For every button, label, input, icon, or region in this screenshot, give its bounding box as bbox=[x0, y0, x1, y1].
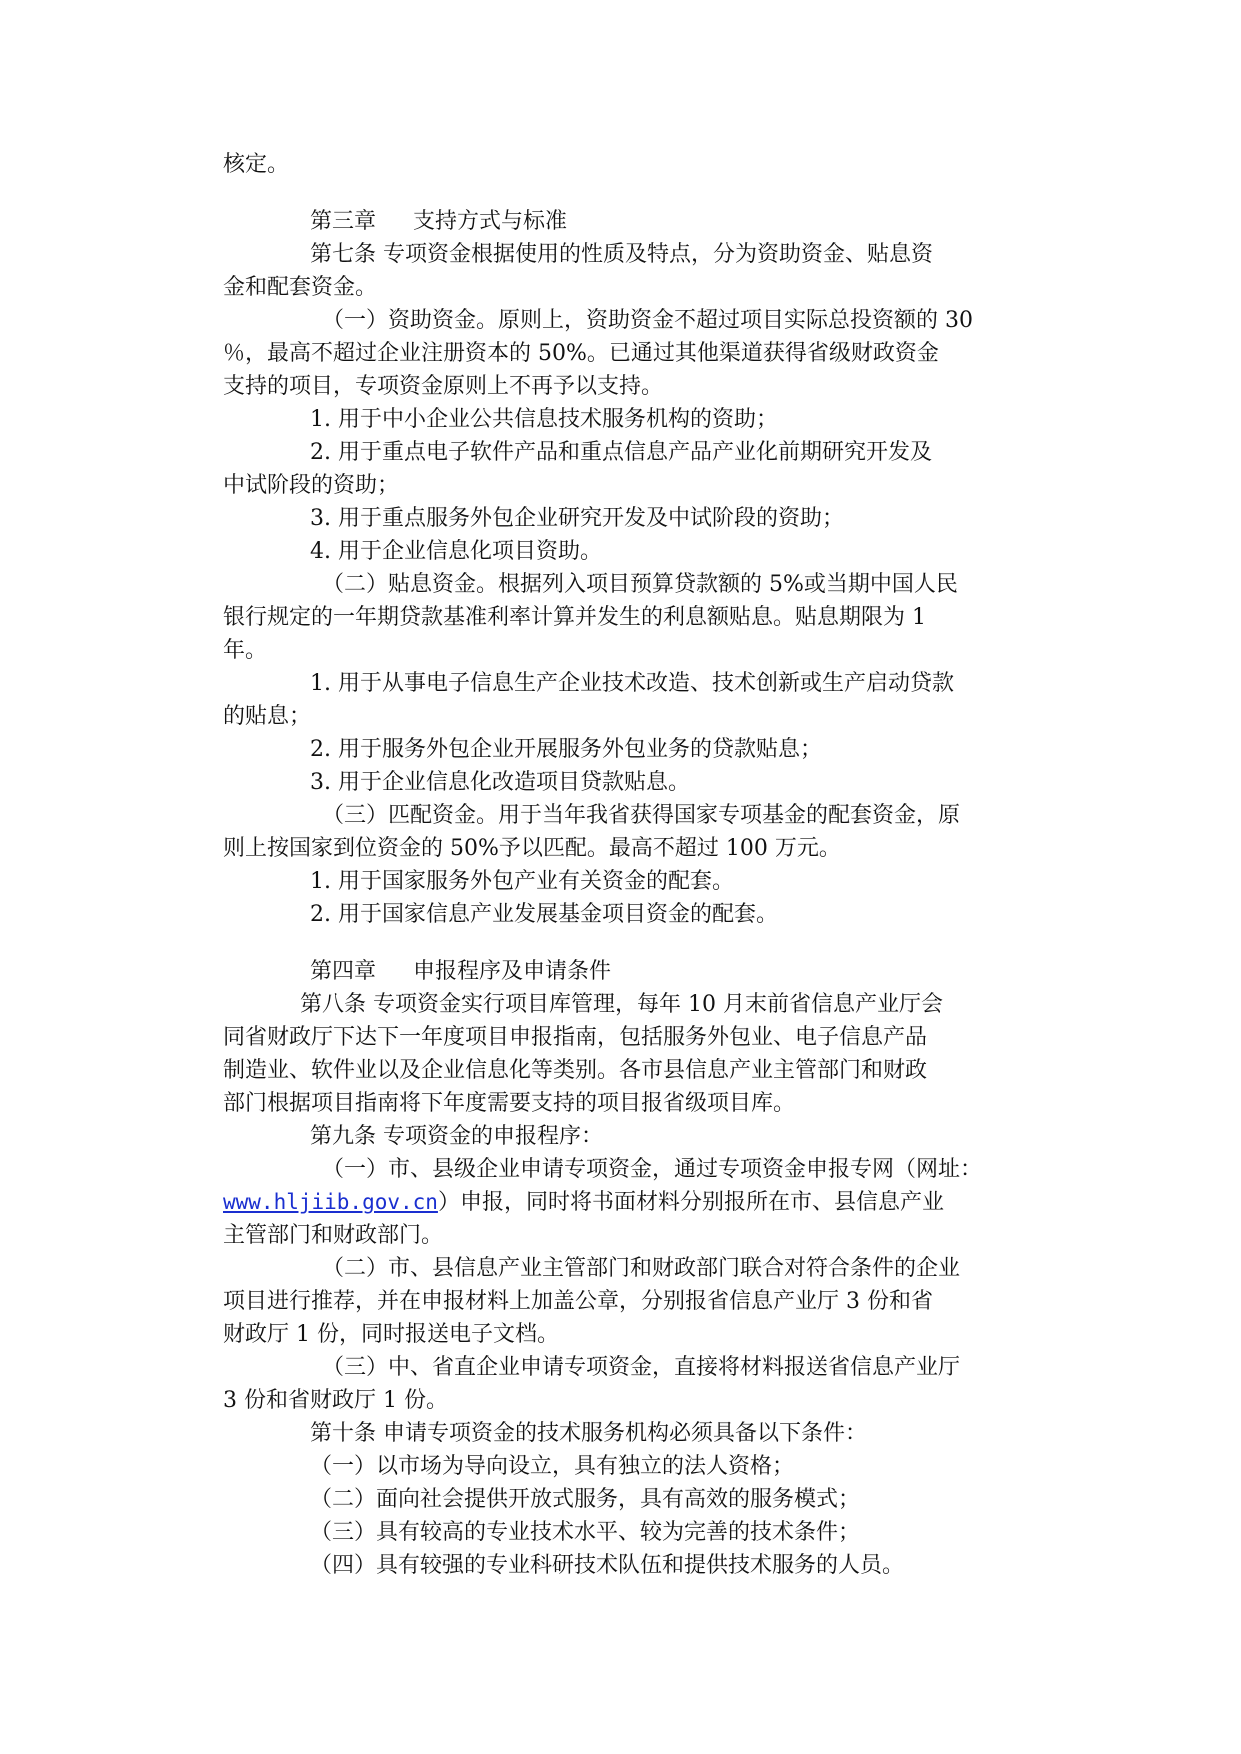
list-item: 2. 用于服务外包企业开展服务外包业务的贷款贴息； bbox=[310, 737, 822, 762]
article-9-line: 3 份和省财政厅 1 份。 bbox=[223, 1388, 448, 1413]
condition-item: （二）面向社会提供开放式服务，具有高效的服务模式； bbox=[310, 1487, 861, 1512]
condition-item: （三）具有较高的专业技术水平、较为完善的技术条件； bbox=[310, 1520, 861, 1545]
chapter-title: 支持方式与标准 bbox=[413, 209, 568, 234]
list-item: 1. 用于中小企业公共信息技术服务机构的资助； bbox=[310, 407, 778, 432]
list-item: 中试阶段的资助； bbox=[223, 473, 400, 498]
list-item: 1. 用于从事电子信息生产企业技术改造、技术创新或生产启动贷款 bbox=[310, 671, 954, 696]
article-9-line: （三）中、省直企业申请专项资金，直接将材料报送省信息产业厅 bbox=[322, 1355, 961, 1380]
section-subsidy-line: 支持的项目，专项资金原则上不再予以支持。 bbox=[223, 374, 664, 399]
article-9-line: 第九条 专项资金的申报程序： bbox=[310, 1124, 603, 1149]
list-item: 3. 用于企业信息化改造项目贷款贴息。 bbox=[310, 770, 690, 795]
section-matching-line: （三）匹配资金。用于当年我省获得国家专项基金的配套资金，原 bbox=[322, 803, 961, 828]
list-item: 的贴息； bbox=[223, 704, 312, 729]
article-8-line: 制造业、软件业以及企业信息化等类别。各市县信息产业主管部门和财政 bbox=[223, 1058, 928, 1083]
chapter-title: 申报程序及申请条件 bbox=[413, 959, 612, 984]
list-item: 1. 用于国家服务外包产业有关资金的配套。 bbox=[310, 869, 734, 894]
website-link[interactable]: www.hljiib.gov.cn bbox=[223, 1190, 438, 1214]
article-9-line: 财政厅 1 份，同时报送电子文档。 bbox=[223, 1322, 559, 1347]
article-8-line: 部门根据项目指南将下年度需要支持的项目报省级项目库。 bbox=[223, 1091, 796, 1116]
list-item: 2. 用于重点电子软件产品和重点信息产品产业化前期研究开发及 bbox=[310, 440, 932, 465]
chapter-4-heading bbox=[223, 955, 1015, 988]
section-interest-line: 年。 bbox=[223, 638, 268, 663]
chapter-number: 第四章 bbox=[310, 959, 377, 984]
condition-item: （四）具有较强的专业科研技术队伍和提供技术服务的人员。 bbox=[310, 1553, 905, 1578]
section-subsidy-line: ％，最高不超过企业注册资本的 50%。已通过其他渠道获得省级财政资金 bbox=[223, 341, 939, 366]
article-9-text: ）申报，同时将书面材料分别报所在市、县信息产业 bbox=[437, 1190, 944, 1215]
paragraph-line: 核定。 bbox=[223, 152, 290, 177]
document-body bbox=[223, 148, 1015, 1582]
article-7-line: 第七条 专项资金根据使用的性质及特点，分为资助资金、贴息资 bbox=[310, 242, 933, 267]
section-matching-line: 则上按国家到位资金的 50%予以匹配。最高不超过 100 万元。 bbox=[223, 836, 841, 861]
article-7-line: 金和配套资金。 bbox=[223, 275, 378, 300]
condition-item: （一）以市场为导向设立，具有独立的法人资格； bbox=[310, 1454, 795, 1479]
section-interest-line: 银行规定的一年期贷款基准利率计算并发生的利息额贴息。贴息期限为 1 bbox=[223, 605, 926, 630]
article-9-line: 项目进行推荐，并在申报材料上加盖公章，分别报省信息产业厅 3 份和省 bbox=[223, 1289, 933, 1314]
list-item: 2. 用于国家信息产业发展基金项目资金的配套。 bbox=[310, 902, 778, 927]
list-item: 3. 用于重点服务外包企业研究开发及中试阶段的资助； bbox=[310, 506, 844, 531]
article-8-line: 同省财政厅下达下一年度项目申报指南，包括服务外包业、电子信息产品 bbox=[223, 1025, 928, 1050]
chapter-3-heading bbox=[223, 205, 1015, 238]
article-9-line: （二）市、县信息产业主管部门和财政部门联合对符合条件的企业 bbox=[322, 1256, 961, 1281]
section-subsidy-line: （一）资助资金。原则上，资助资金不超过项目实际总投资额的 30 bbox=[322, 308, 973, 333]
section-interest-line: （二）贴息资金。根据列入项目预算贷款额的 5%或当期中国人民 bbox=[322, 572, 958, 597]
article-10-line: 第十条 申请专项资金的技术服务机构必须具备以下条件： bbox=[310, 1421, 867, 1446]
article-8-line: 第八条 专项资金实行项目库管理，每年 10 月末前省信息产业厅会 bbox=[300, 992, 943, 1017]
article-9-line: 主管部门和财政部门。 bbox=[223, 1223, 444, 1248]
article-9-line bbox=[223, 1186, 1015, 1219]
article-9-line: （一）市、县级企业申请专项资金，通过专项资金申报专网（网址： bbox=[322, 1157, 983, 1182]
spacer bbox=[223, 181, 1015, 205]
chapter-number: 第三章 bbox=[310, 209, 377, 234]
list-item: 4. 用于企业信息化项目资助。 bbox=[310, 539, 602, 564]
spacer bbox=[223, 931, 1015, 955]
